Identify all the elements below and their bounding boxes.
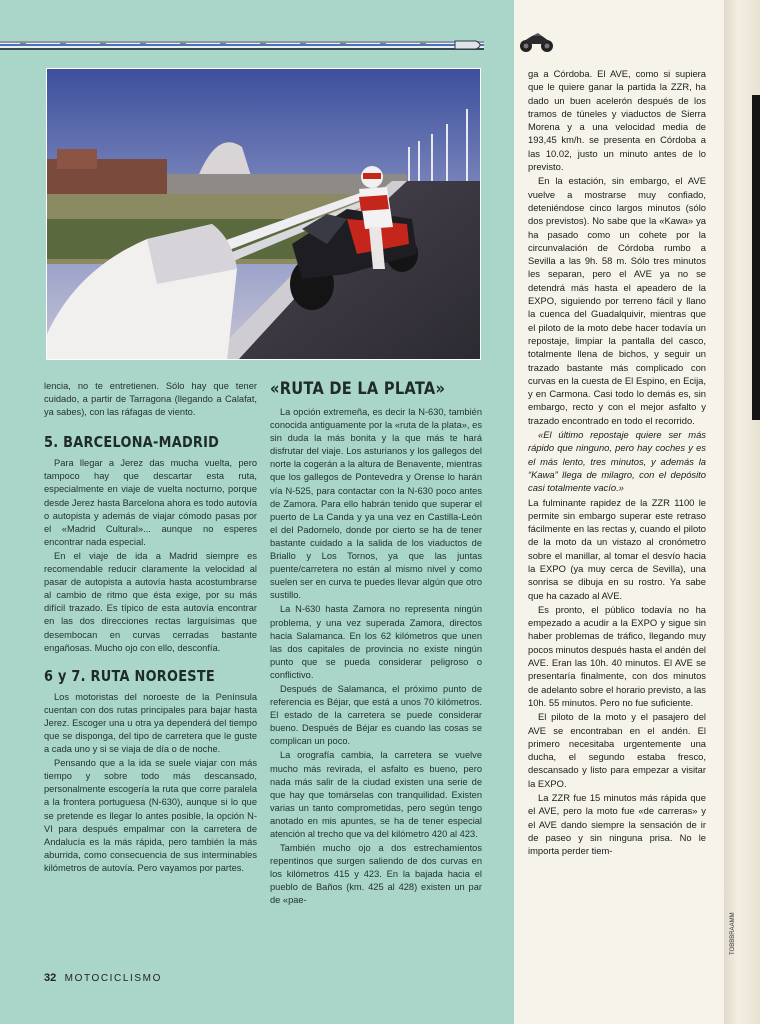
ave-paragraph-3: La fulminante rapidez de la ZZR 1100 le permite sin embargo superar este retraso fácilmente en las rectas y, cuando el piloto de la moto da un vistazo al cronómetro sobre el manillar, al tomar el desvío hacia la EXPO (ya muy cerca de Sevilla), una sonrisa se dibuja en su rostro. Ya sabe que ha cazado al AVE.	[528, 496, 706, 601]
section-5-paragraph-1: Para llegar a Jerez das mucha vuelta, pero tampoco hay que descartar esta ruta, especialmente en viaje de vuelta nocturno, porque desde Jerez hasta Barcelona ahora es todo autovía o autopista y además de viajar cómodo pasas por el «Madrid Cultural»... aunque no esperes encontrar nada especial.	[44, 458, 257, 547]
ave-paragraph-1: ga a Córdoba. El AVE, como si supiera que le quiere ganar la partida la ZZR, ha dado un buen acelerón después de los tramos de túneles y viaductos de Sierra Morena y a una velocidad media de 193,45 km/h. se presenta en Córdoba a las 10.02, justo un minuto antes de lo previsto.	[528, 68, 706, 173]
article-photo-motorcyclist	[46, 68, 481, 360]
page-number: 32	[44, 972, 57, 984]
ruta-plata-paragraph-2: La N-630 hasta Zamora no representa ningún problema, y una vez superada Zamora, directos hacia Salamanca. En los 62 kilómetros que unen las dos capitales de provincia no existe ningún punto que se pueda considerar peligroso o conflictivo.	[270, 604, 482, 680]
section-5-paragraph-2: En el viaje de ida a Madrid siempre es recomendable reducir claramente la velocidad al pasar de autopista a autovía hasta acostumbrarse al cambio de ritmo que ésta exige, por su más difícil trazado. Es típico de esta autovía encontrar en las dos direcciones rectas larguísimas que desembocan en curvas cerradas bastante engañosas. Mucho ojo con ello, desconfía.	[44, 550, 257, 653]
page-footer	[44, 972, 162, 984]
motorcycle-icon	[518, 31, 554, 53]
section-5-title: 5. BARCELONA-MADRID	[44, 433, 220, 452]
train-strip-graphic	[0, 38, 484, 52]
intro-paragraph: lencia, no te entretienen. Sólo hay que tener cuidado, a partir de Tarragona (llegando a Calafat, ya sabes), con las ráfagas de viento.	[44, 381, 257, 418]
section-6-7-paragraph-2: Pensando que a la ida se suele viajar con más tiempo y sobre todo más descansado, personalmente escogería la ruta que corre paralela a la frontera portuguesa (N-630), aunque si lo que se pretende es llegar lo antes posible, la opción N-VI para después empalmar con la carretera de Andalucía es la más rápida, pero también la más aburrida, como consecuencia de sus interminables kilómetros de autovía. Pero vayamos por partes.	[44, 758, 257, 873]
ave-quote: «El último repostaje quiere ser más rápido que ninguno, pero hay coches y es el más lento, tres minutos, y además la “Kawa” llega de milagro, con el depósito casi totalmente vacío.»	[528, 429, 706, 494]
side-mark: TOBBBRAAMM	[730, 912, 736, 955]
next-page-photo-edge	[752, 95, 760, 420]
magazine-name: MOTOCICLISMO	[64, 973, 162, 984]
ave-paragraph-5: El piloto de la moto y el pasajero del AVE se encontraban en el andén. El primero necesitaba urgentemente una ducha, el segundo estaba fresco, descansado y listo para empezar a visitar la EXPO.	[528, 711, 706, 789]
column-1	[44, 380, 257, 876]
column-2	[270, 380, 482, 909]
photo-illustration	[47, 69, 481, 360]
section-6-7-title: 6 y 7. RUTA NOROESTE	[44, 666, 215, 685]
ave-paragraph-2: En la estación, sin embargo, el AVE vuelve a mostrarse muy confiado, deteniéndose cinco largos minutos (sólo dos previstos). No sabe que la «Kawa» ya ha pasado como un cohete por la circunvalación de Córdoba rumbo a Sevilla a las 9h. 58 m. Sólo tres minutos les separan, pero el AVE ya no se detendrá más hasta el apeadero de la EXPO, siguiendo por terreno fácil y llano la cuenca del Guadalquivir, mientras que el piloto de la moto debe hacer todavía un repostaje, limpiar la pantalla del casco, totalmente llena de bichos, y seguir un trazado bastante más complicado con curvas en la cuesta de El Espino, en Ecija, y en Carmona. Casi todo lo demás es, sin embargo, recto y con el mejor asfalto y trazado encontrado en todo el recorrido.	[528, 175, 706, 426]
column-3	[528, 67, 706, 859]
ruta-plata-paragraph-3: Después de Salamanca, el próximo punto de referencia es Béjar, que está a unos 70 kilómetros. El estado de la carretera se puede considerar bueno. Después de Béjar es cuando las cosas se complican un poco.	[270, 683, 482, 747]
ruta-plata-paragraph-1: La opción extremeña, es decir la N-630, también conocida antiguamente por la «ruta de la plata», es sin duda la más bonita y la que más te hará disfrutar del viaje. Los asturianos y los gallegos del norte la cogerán a la altura de Benavente, mientras que los gallegos de Pontevedra y Orense lo harán vía N-525, para contactar con la N-630 poco antes de Zamora. Para ello habrán tenido que superar el puerto de La Canda y ya una vez en Castilla-León el del Padornelo, donde por cierto se ha de tener bastante cuidado a la salida de los viaductos de Briallo y Los Tornos, ya que las juntas puente/carretera no están al mismo nivel y como suelen ser en curva te puedes llevar algún que otro sustillo.	[270, 407, 482, 601]
ave-paragraph-4: Es pronto, el público todavía no ha empezado a acudir a la EXPO y sigue sin haber problemas de tráfico, llegando muy pocos minutos después hasta el andén del AVE. Eran las 10h. 40 minutos. El AVE se presentaría finalmente, con dos minutos de adelanto sobre el horario previsto, a las 10h. 55 minutos. Pero no fue suficiente.	[528, 603, 706, 708]
ruta-plata-title: «RUTA DE LA PLATA»	[270, 379, 446, 399]
ave-paragraph-6: La ZZR fue 15 minutos más rápida que el AVE, pero la moto fue «de carreras» y el AVE dando siempre la sensación de ir de paseo y sin ninguna prisa. No le importa perder tiem-	[528, 792, 706, 857]
ruta-plata-paragraph-4: La orografía cambia, la carretera se vuelve mucho más revirada, el asfalto es bueno, pero nada más salir de la ciudad existen una serie de que hay que tomárselas con tranquilidad. Existen varias un tanto comprometidas, pero según tengo anotado en mis apuntes, se ha de tener especial atención al trecho que va del kilómetro 420 al 423.	[270, 750, 482, 839]
ruta-plata-paragraph-5: También mucho ojo a dos estrechamientos repentinos que surgen saliendo de dos curvas en los kilómetros 415 y 423. En la bajada hacia el pueblo de Baños (km. 425 al 428) existen un par de «pae-	[270, 843, 482, 906]
section-6-7-paragraph-1: Los motoristas del noroeste de la Península cuentan con dos rutas principales para bajar hasta Jerez. Escoger una u otra ya dependerá del tiempo que se disponga, del tipo de carretera que le guste a cada uno y si se viaja de día o de noche.	[44, 691, 257, 755]
